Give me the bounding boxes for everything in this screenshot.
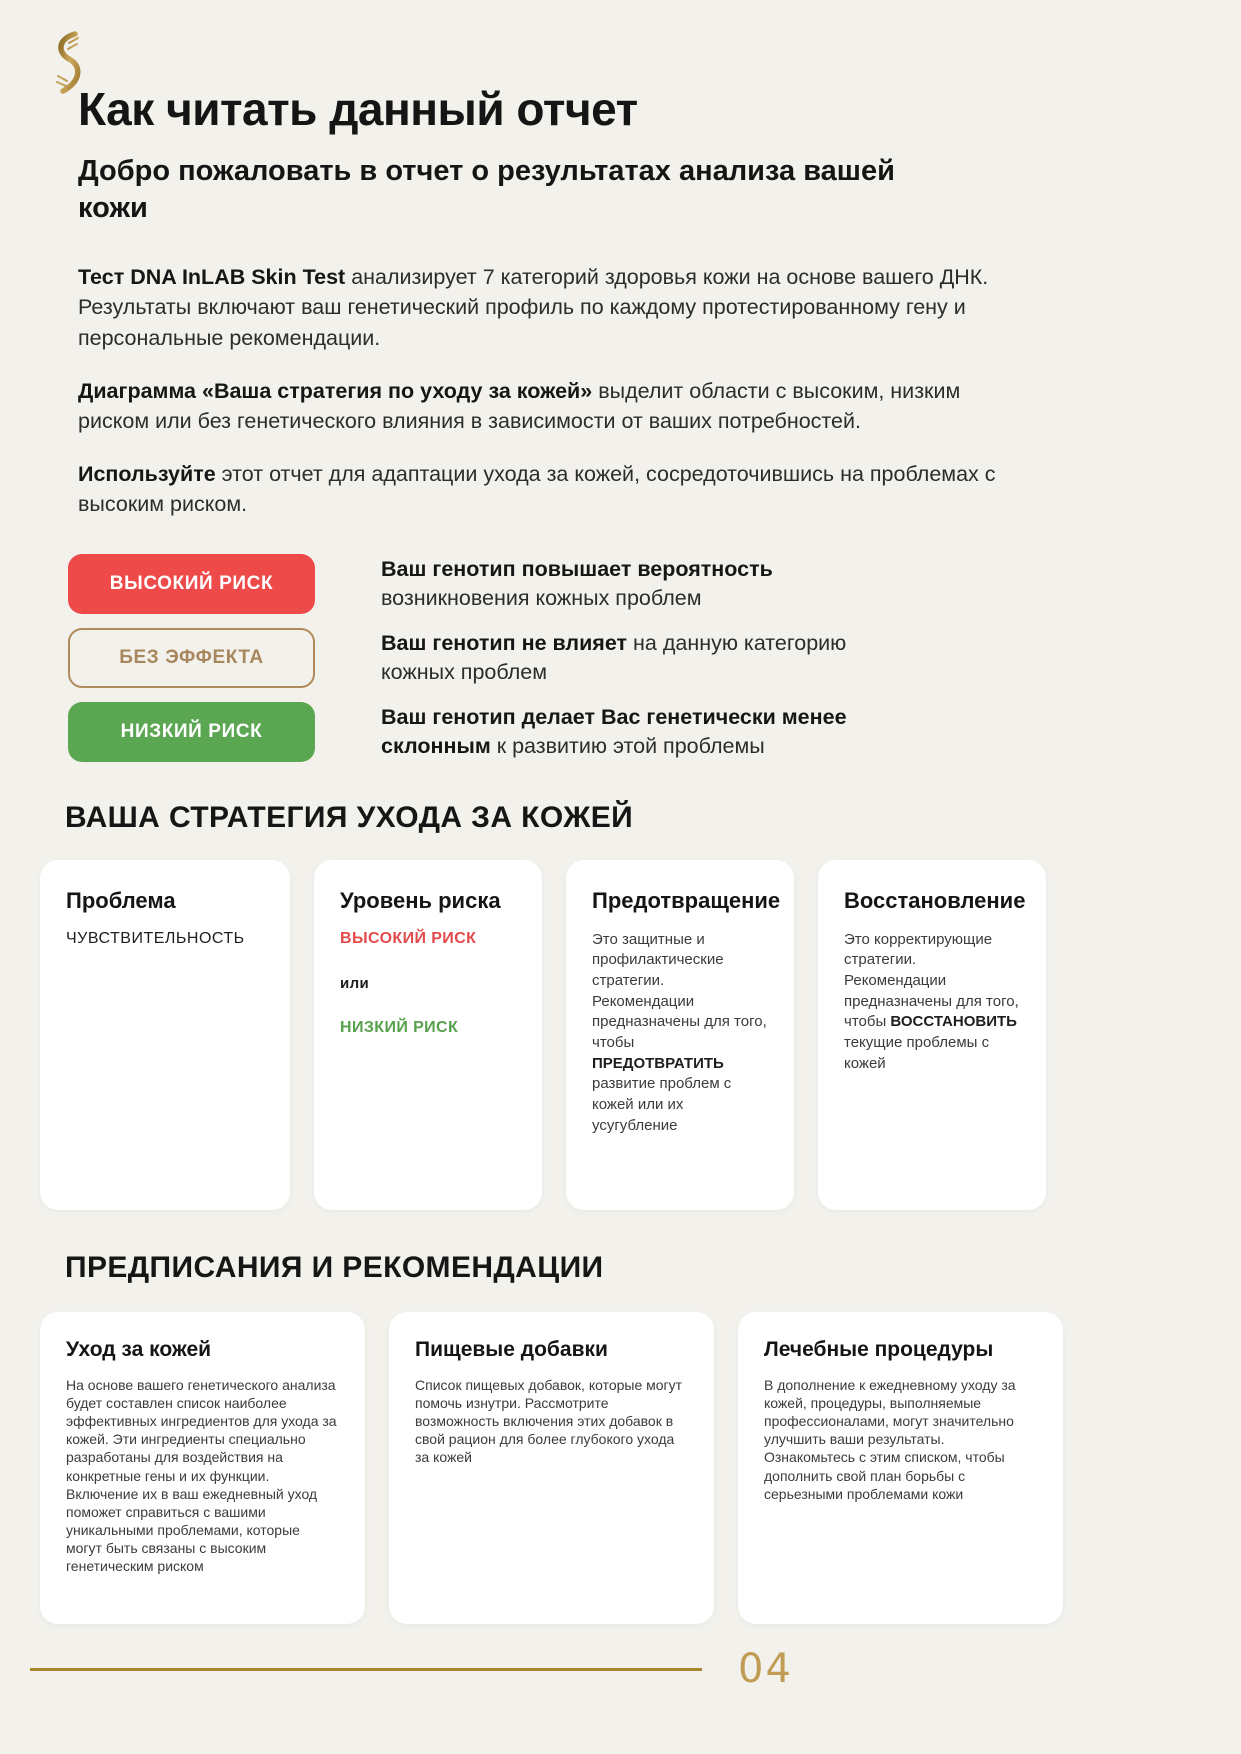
- risk-legend: [68, 554, 1181, 762]
- prescriptions-cards-row: [0, 1312, 1241, 1624]
- body-text: Это защитные и профилактические стратегии. Рекомендации предназначены для того, чтобы: [592, 930, 767, 1052]
- paragraph-text: выделит области с высоким, низким риском или без генетического влияния в зависимости от ваших потребностей.: [78, 378, 961, 434]
- card-body: [844, 930, 1020, 1075]
- body-text: текущие проблемы с кожей: [844, 1034, 990, 1072]
- intro-section: [0, 0, 1241, 762]
- card-title: Уход за кожей: [66, 1337, 212, 1361]
- prescription-card-treatments: [738, 1312, 1063, 1624]
- dna-logo-icon: [44, 30, 90, 101]
- strategy-card-prevention: [566, 860, 794, 1210]
- risk-level-low-label: НИЗКИЙ РИСК: [340, 1018, 459, 1036]
- description-text: возникновения кожных проблем: [381, 585, 702, 610]
- card-title: Предотвращение: [592, 887, 781, 913]
- strategy-card-risk-level: [314, 860, 542, 1210]
- low-risk-badge: НИЗКИЙ РИСК: [68, 702, 315, 762]
- description-text: к развитию этой проблемы: [490, 733, 765, 758]
- card-body: Список пищевых добавок, которые могут помочь изнутри. Рассмотрите возможность включения этих добавок в свой рацион для более глубокого ухода за кожей: [415, 1376, 683, 1466]
- section-title-prescriptions: ПРЕДПИСАНИЯ И РЕКОМЕНДАЦИИ: [65, 1250, 604, 1284]
- page-subtitle: Добро пожаловать в отчет о результатах анализа вашей кожи: [78, 154, 895, 225]
- card-title: Восстановление: [844, 887, 1026, 913]
- description-text: на данную категорию кожных проблем: [381, 630, 847, 684]
- card-body: На основе вашего генетического анализа будет составлен список наиболее эффективных ингредиентов для ухода за кожей. Эти ингредиенты специально разработаны для воздействия на конкретные гены и их функции. Включение их в ваш ежедневный уход поможет справиться с вашими уникальными проблемами, которые могут быть связаны с высоким генетическим риском: [66, 1376, 337, 1575]
- intro-paragraph-diagram: [78, 376, 1008, 437]
- intro-paragraph-use: [78, 459, 1008, 520]
- card-title: Пищевые добавки: [415, 1337, 608, 1361]
- strategy-cards-row: [0, 860, 1241, 1210]
- strategy-card-problem: [40, 860, 290, 1210]
- risk-level-or-label: или: [340, 974, 370, 992]
- no-effect-description: [381, 629, 871, 687]
- paragraph-lead: Используйте: [78, 461, 216, 486]
- paragraph-text: анализирует 7 категорий здоровья кожи на основе вашего ДНК. Результаты включают ваш генетический профиль по каждому протестированному гену и персональные рекомендации.: [78, 264, 989, 350]
- body-bold-text: ВОССТАНОВИТЬ: [890, 1013, 1017, 1031]
- card-body: В дополнение к ежедневному уходу за кожей, процедуры, выполняемые профессионалами, могут значительно улучшить ваши результаты. Ознакомьтесь с этим списком, чтобы дополнить свой план борьбы с серьезными проблемами кожи: [764, 1376, 1016, 1502]
- description-lead: Ваш генотип делает Вас генетически менее склонным: [381, 704, 847, 758]
- paragraph-text: этот отчет для адаптации ухода за кожей, сосредоточившись на проблемах с высоким риском.: [78, 461, 996, 517]
- page-footer: [30, 1646, 793, 1692]
- page-number: 04: [738, 1646, 793, 1692]
- page-title: Как читать данный отчет: [78, 83, 638, 135]
- problem-value: ЧУВСТВИТЕЛЬНОСТЬ: [66, 929, 245, 947]
- body-bold-text: ПРЕДОТВРАТИТЬ: [592, 1054, 724, 1072]
- card-title: Лечебные процедуры: [764, 1337, 994, 1361]
- body-text: развитие проблем с кожей или их усугубление: [592, 1075, 732, 1134]
- card-title: Уровень риска: [340, 887, 501, 913]
- legend-row-no-effect: [68, 628, 1181, 688]
- prescription-card-supplements: [389, 1312, 714, 1624]
- intro-paragraph-test: [78, 262, 1008, 354]
- legend-row-high-risk: [68, 554, 1181, 614]
- body-text: Это корректирующие стратегии. Рекомендации предназначены для того, чтобы: [844, 930, 1019, 1031]
- no-effect-badge: БЕЗ ЭФФЕКТА: [68, 628, 315, 688]
- high-risk-badge: ВЫСОКИЙ РИСК: [68, 554, 315, 614]
- strategy-card-restoration: [818, 860, 1046, 1210]
- description-lead: Ваш генотип не влияет: [381, 630, 628, 655]
- paragraph-lead: Тест DNA InLAB Skin Test: [78, 264, 346, 289]
- footer-divider-line: [30, 1668, 702, 1671]
- card-title: Проблема: [66, 887, 176, 913]
- risk-level-high-label: ВЫСОКИЙ РИСК: [340, 929, 477, 947]
- description-lead: Ваш генотип повышает вероятность: [381, 556, 773, 581]
- card-body: [592, 930, 768, 1137]
- prescription-card-skincare: [40, 1312, 365, 1624]
- paragraph-lead: Диаграмма «Ваша стратегия по уходу за кожей»: [78, 378, 593, 403]
- high-risk-description: [381, 555, 871, 613]
- section-title-strategy: ВАША СТРАТЕГИЯ УХОДА ЗА КОЖЕЙ: [65, 800, 634, 834]
- legend-row-low-risk: [68, 702, 1181, 762]
- low-risk-description: [381, 703, 871, 761]
